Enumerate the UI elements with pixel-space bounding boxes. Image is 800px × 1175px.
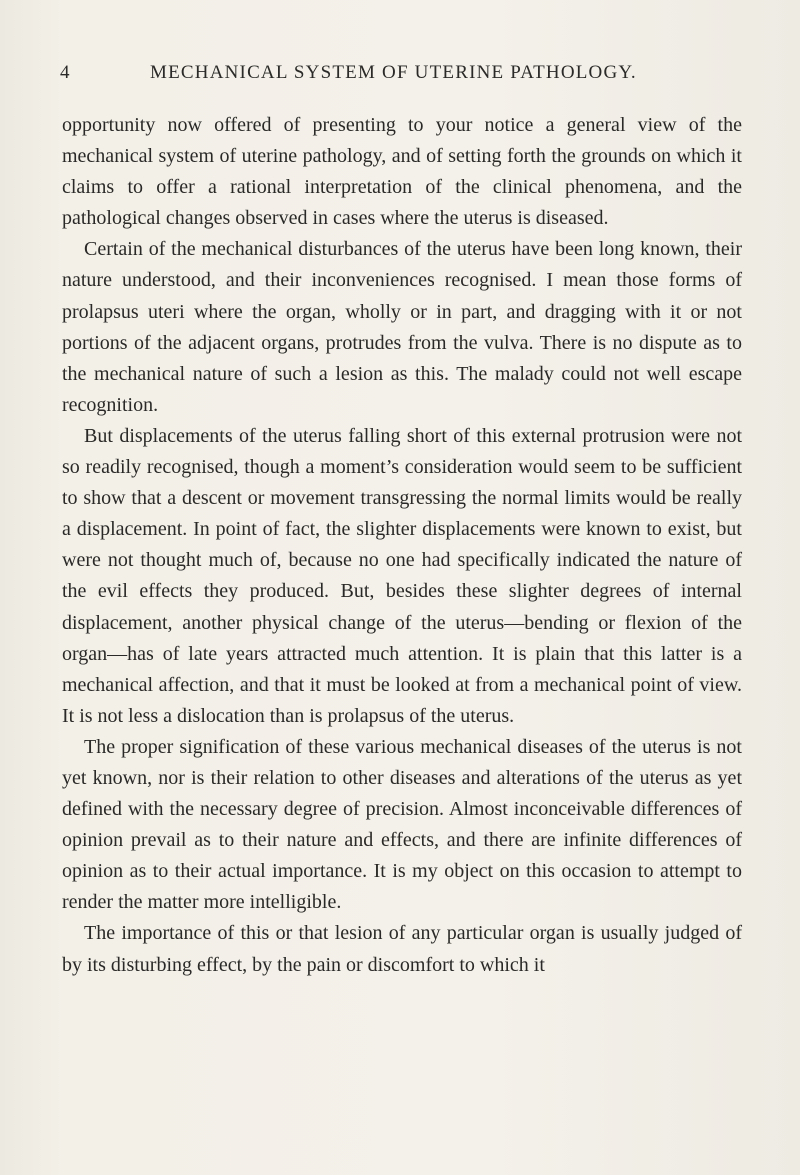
paragraph: opportunity now offered of presenting to your notice a general view of the mechanical system of uterine pathology, and of setting forth the grounds on which it claims to offer a rational interpretation of the clinical phenomena, and the pathological changes observed in cases where the uterus is diseased. [62,114,742,230]
paragraph: But displacements of the uterus falling short of this external protrusion were not so readily recognised, though a moment’s consideration would seem to be sufficient to show that a descent or movement transgressing the normal limits would be really a displacement. In point of fact, the slighter displacements were known to exist, but were not thought much of, because no one had specifically indicated the nature of the evil effects they produced. But, besides these slighter degrees of internal displacement, another physical change of the uterus—bending or flexion of the organ—has of late years attracted much attention. It is plain that this latter is a mechanical affection, and that it must be looked at from a mechanical point of view. It is not less a dislocation than is prolapsus of the uterus. [62,424,742,727]
page-number: 4 [60,62,70,83]
body-text [62,110,742,981]
running-head: MECHANICAL SYSTEM OF UTERINE PATHOLOGY. [150,62,637,83]
paragraph: The importance of this or that lesion of any particular organ is usually judged of by its disturbing effect, by the pain or discomfort to which it [62,922,742,976]
paragraph: Certain of the mechanical disturbances of the uterus have been long known, their nature understood, and their inconveniences recognised. I mean those forms of prolapsus uteri where the organ, wholly or in part, and dragging with it or not portions of the adjacent organs, protrudes from the vulva. There is no dispute as to the mechanical nature of such a lesion as this. The malady could not well escape recognition. [62,238,742,416]
page-header [60,62,740,86]
paragraph: The proper signification of these various mechanical diseases of the uterus is not yet known, nor is their relation to other diseases and alterations of the uterus as yet defined with the necessary degree of precision. Almost inconceivable differences of opinion prevail as to their nature and effects, and there are infinite differences of opinion as to their actual importance. It is my object on this occasion to attempt to render the matter more intelligible. [62,735,742,914]
